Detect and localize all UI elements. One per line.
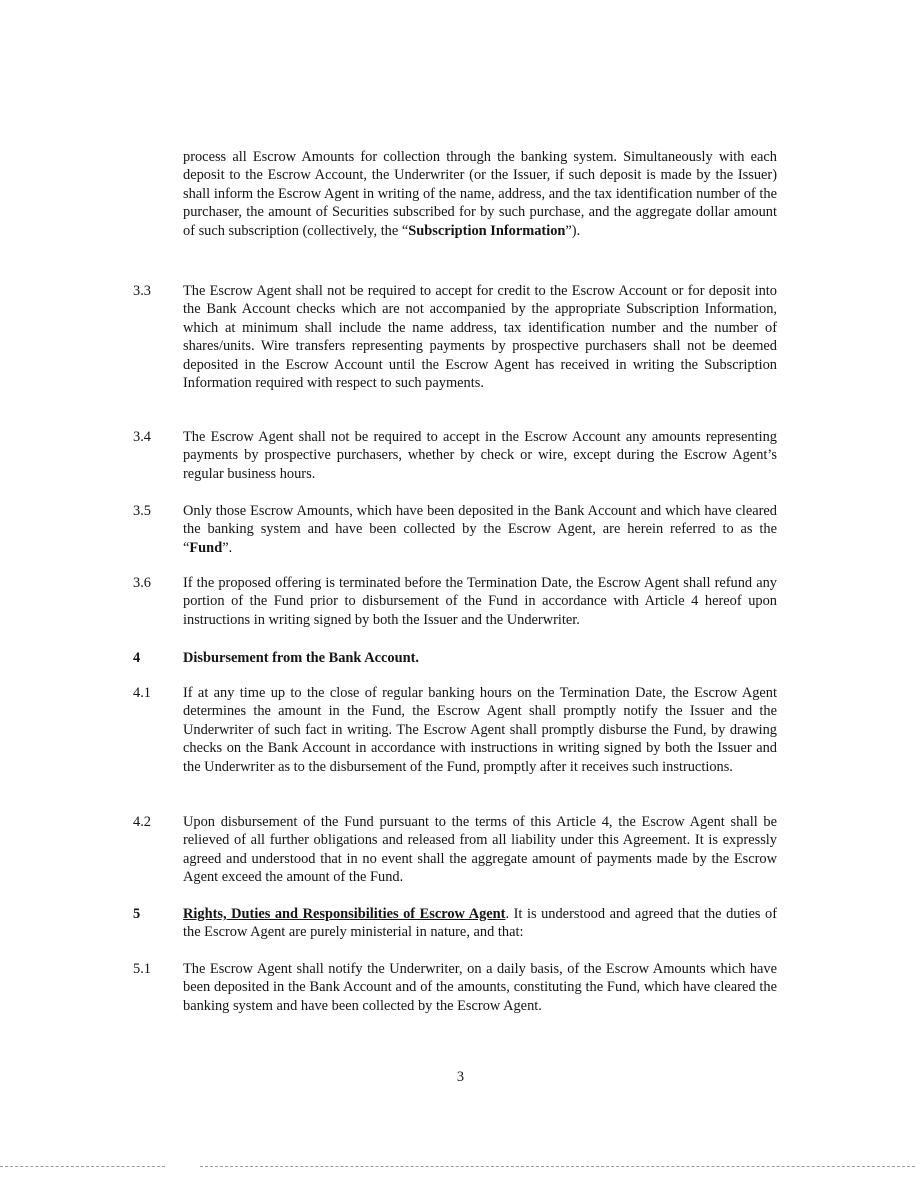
intro-text-after: ”). — [565, 222, 581, 239]
section-4-1-text: If at any time up to the close of regular banking hours on the Termination Date, the Escrow Agent determines the amount in the Fund, the Escrow Agent shall promptly notify the Issuer and the Underwriter of such fact in writing. The Escrow Agent shall promptly disburse the Fund, by drawing checks on the Bank Account in accordance with instructions in writing signed by both the Issuer and the Underwriter as to the disbursement of the Fund, promptly after it receives such instructions. — [183, 685, 777, 775]
section-4-2-text: Upon disbursement of the Fund pursuant to the terms of this Article 4, the Escrow Agent shall be relieved of all further obligations and released from all liability under this Agreement. It is expressly agreed and understood that in no event shall the aggregate amount of payments made by the Escrow Agent exceed the amount of the Fund. — [183, 814, 777, 886]
section-5-text: . It is understood and agreed that the duties of the Escrow Agent are purely ministerial in nature, and that: — [183, 906, 777, 941]
defined-term-subscription-information: Subscription Information — [408, 222, 566, 239]
section-number-4: 4 — [133, 650, 141, 666]
section-number-5-1: 5.1 — [133, 961, 151, 977]
page-number: 3 — [456, 1069, 465, 1085]
section-5-heading: Rights, Duties and Responsibilities of Escrow Agent — [183, 906, 506, 922]
scan-artifact-line — [200, 1166, 915, 1168]
section-number-3-6: 3.6 — [133, 575, 151, 591]
section-3-5-paragraph — [183, 502, 777, 557]
section-5-1-text: The Escrow Agent shall notify the Underwriter, on a daily basis, of the Escrow Amounts which have been deposited in the Bank Account and of the amounts, constituting the Fund, which have cleared the banking system and have been collected by the Escrow Agent. — [183, 961, 777, 1014]
intro-text-before: process all Escrow Amounts for collection through the banking system. Simultaneously with each deposit to the Escrow Account, the Underwriter (or the Issuer, if such deposit is made by the Issuer) shall inform the Escrow Agent in writing of the name, address, and the tax identification number of the purchaser, the amount of Securities subscribed for by such purchase, and the aggregate dollar amount of such subscription (collectively, the “ — [183, 149, 777, 239]
section-3-4-text: The Escrow Agent shall not be required to accept in the Escrow Account any amounts representing payments by prospective purchasers, whether by check or wire, except during the Escrow Agent’s regular business hours. — [183, 429, 777, 482]
section-number-4-2: 4.2 — [133, 814, 151, 830]
defined-term-fund: Fund — [189, 539, 223, 556]
section-3-5-text-after: ”. — [222, 539, 233, 556]
section-4-heading: Disbursement from the Bank Account. — [183, 650, 419, 666]
section-number-5: 5 — [133, 906, 141, 922]
section-3-6-text: If the proposed offering is terminated before the Termination Date, the Escrow Agent shall refund any portion of the Fund prior to disbursement of the Fund in accordance with Article 4 hereof upon instructions in writing signed by both the Issuer and the Underwriter. — [183, 575, 777, 628]
scan-artifact-line — [0, 1166, 165, 1168]
intro-paragraph — [183, 148, 777, 240]
section-number-3-5: 3.5 — [133, 503, 151, 519]
section-3-5-text-before: Only those Escrow Amounts, which have been deposited in the Bank Account and which have cleared the banking system and have been collected by the Escrow Agent, are herein referred to as the “ — [183, 503, 777, 556]
section-number-3-3: 3.3 — [133, 283, 151, 299]
section-number-3-4: 3.4 — [133, 429, 151, 445]
section-number-4-1: 4.1 — [133, 685, 151, 701]
section-3-3-text: The Escrow Agent shall not be required to accept for credit to the Escrow Account or for deposit into the Bank Account checks which are not accompanied by the appropriate Subscription Information, which at minimum shall include the name address, tax identification number and the number of shares/units. Wire transfers representing payments by prospective purchasers shall not be deemed deposited in the Escrow Account until the Escrow Agent has received in writing the Subscription Information required with respect to such payments. — [183, 283, 777, 392]
section-5-paragraph — [183, 905, 777, 942]
